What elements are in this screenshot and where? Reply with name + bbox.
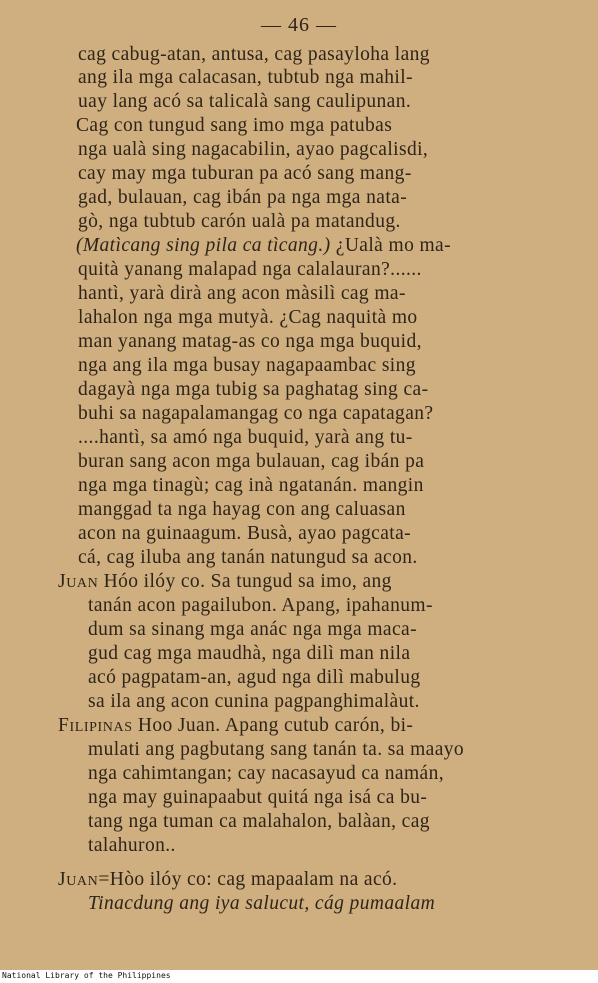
text-line: nga may guinapaabut quitá nga isá ca bu- xyxy=(88,787,428,808)
text-line: uay lang acó sa talicalà sang caulipunan. xyxy=(78,91,412,112)
dialogue-line-juan: Juan Hóo ilóy co. Sa tungud sa imo, ang xyxy=(58,571,392,592)
text-line: nga mga tinagù; cag inà ngatanán. mangin xyxy=(78,475,424,496)
text-line: man yanang matag-as co nga mga buquid, xyxy=(78,331,422,352)
text-line: lahalon nga mga mutyà. ¿Cag naquità mo xyxy=(78,307,418,328)
text-line: dagayà nga mga tubig sa paghatag sing ca- xyxy=(78,379,429,400)
text-line: buran sang acon mga bulauan, cag ibán pa xyxy=(78,451,425,472)
page-number: — 46 — xyxy=(261,14,337,36)
dialogue-line-filipinas: Filipinas Hoo Juan. Apang cutub carón, bi- xyxy=(58,715,414,736)
text-line: manggad ta nga hayag con ang caluasan xyxy=(78,499,406,520)
text-line: cag cabug-atan, antusa, cag pasayloha lang xyxy=(78,44,430,65)
speaker-name: Juan xyxy=(58,869,99,890)
text-line: mulati ang pagbutang sang tanán ta. sa maayo xyxy=(88,739,465,760)
speaker-name: Juan xyxy=(58,571,99,592)
speaker-name: Filipinas xyxy=(58,715,133,736)
footer-credit-bar xyxy=(0,970,598,983)
text-line: nga cahimtangan; cay nacasayud ca namán, xyxy=(88,763,445,784)
stage-direction: Tinacdung ang iya salucut, cág pumaalam xyxy=(88,893,436,914)
text-line: gò, nga tubtub carón ualà pa matandug. xyxy=(78,211,401,232)
stage-direction: (Matìcang sing pila ca tìcang.) xyxy=(76,235,331,256)
text-line: nga ang ila mga busay nagapaambac sing xyxy=(78,355,416,376)
text-line: Cag con tungud sang imo mga patubas xyxy=(76,115,393,136)
text-line-stage-direction: (Matìcang sing pila ca tìcang.) ¿Ualà mo ma- xyxy=(76,235,452,256)
text-line: sa ila ang acon cunina pagpanghimalàut. xyxy=(88,691,420,712)
text-line: nga ualà sing nagacabilin, ayao pagcalisdi, xyxy=(78,139,429,160)
text-line: acó pagpatam-an, agud nga dilì mabulug xyxy=(88,667,421,688)
text-line: dum sa sinang mga anác nga mga maca- xyxy=(88,619,417,640)
text-line: ....hantì, sa amó nga buquid, yarà ang tu- xyxy=(78,427,413,448)
dialogue-line-juan: Juan=Hòo ilóy co: cag mapaalam na acó. xyxy=(58,869,398,890)
text-line: tang nga tuman ca malahalon, balàan, cag xyxy=(88,811,430,832)
text-line: gud cag mga maudhà, nga dilì man nila xyxy=(88,643,411,664)
text-line: tanán acon pagailubon. Apang, ipahanum- xyxy=(88,595,433,616)
text-line: acon na guinaagum. Busà, ayao pagcata- xyxy=(78,523,412,544)
text-line: talahuron.. xyxy=(88,835,176,856)
text-line: gad, bulauan, cag ibán pa nga mga nata- xyxy=(78,187,408,208)
text-line: buhi sa nagapalamangag co nga capatagan? xyxy=(78,403,434,424)
text-line: cay may mga tuburan pa acó sang mang- xyxy=(78,163,412,184)
text-line: ang ila mga calacasan, tubtub nga mahil- xyxy=(78,67,413,88)
footer-credit: National Library of the Philippines xyxy=(2,971,171,980)
text-line: quità yanang malapad nga calalauran?...... xyxy=(78,259,422,280)
text-line: cá, cag iluba ang tanán natungud sa acon. xyxy=(78,547,418,568)
text-line: hantì, yarà dirà ang acon màsilì cag ma- xyxy=(78,283,406,304)
